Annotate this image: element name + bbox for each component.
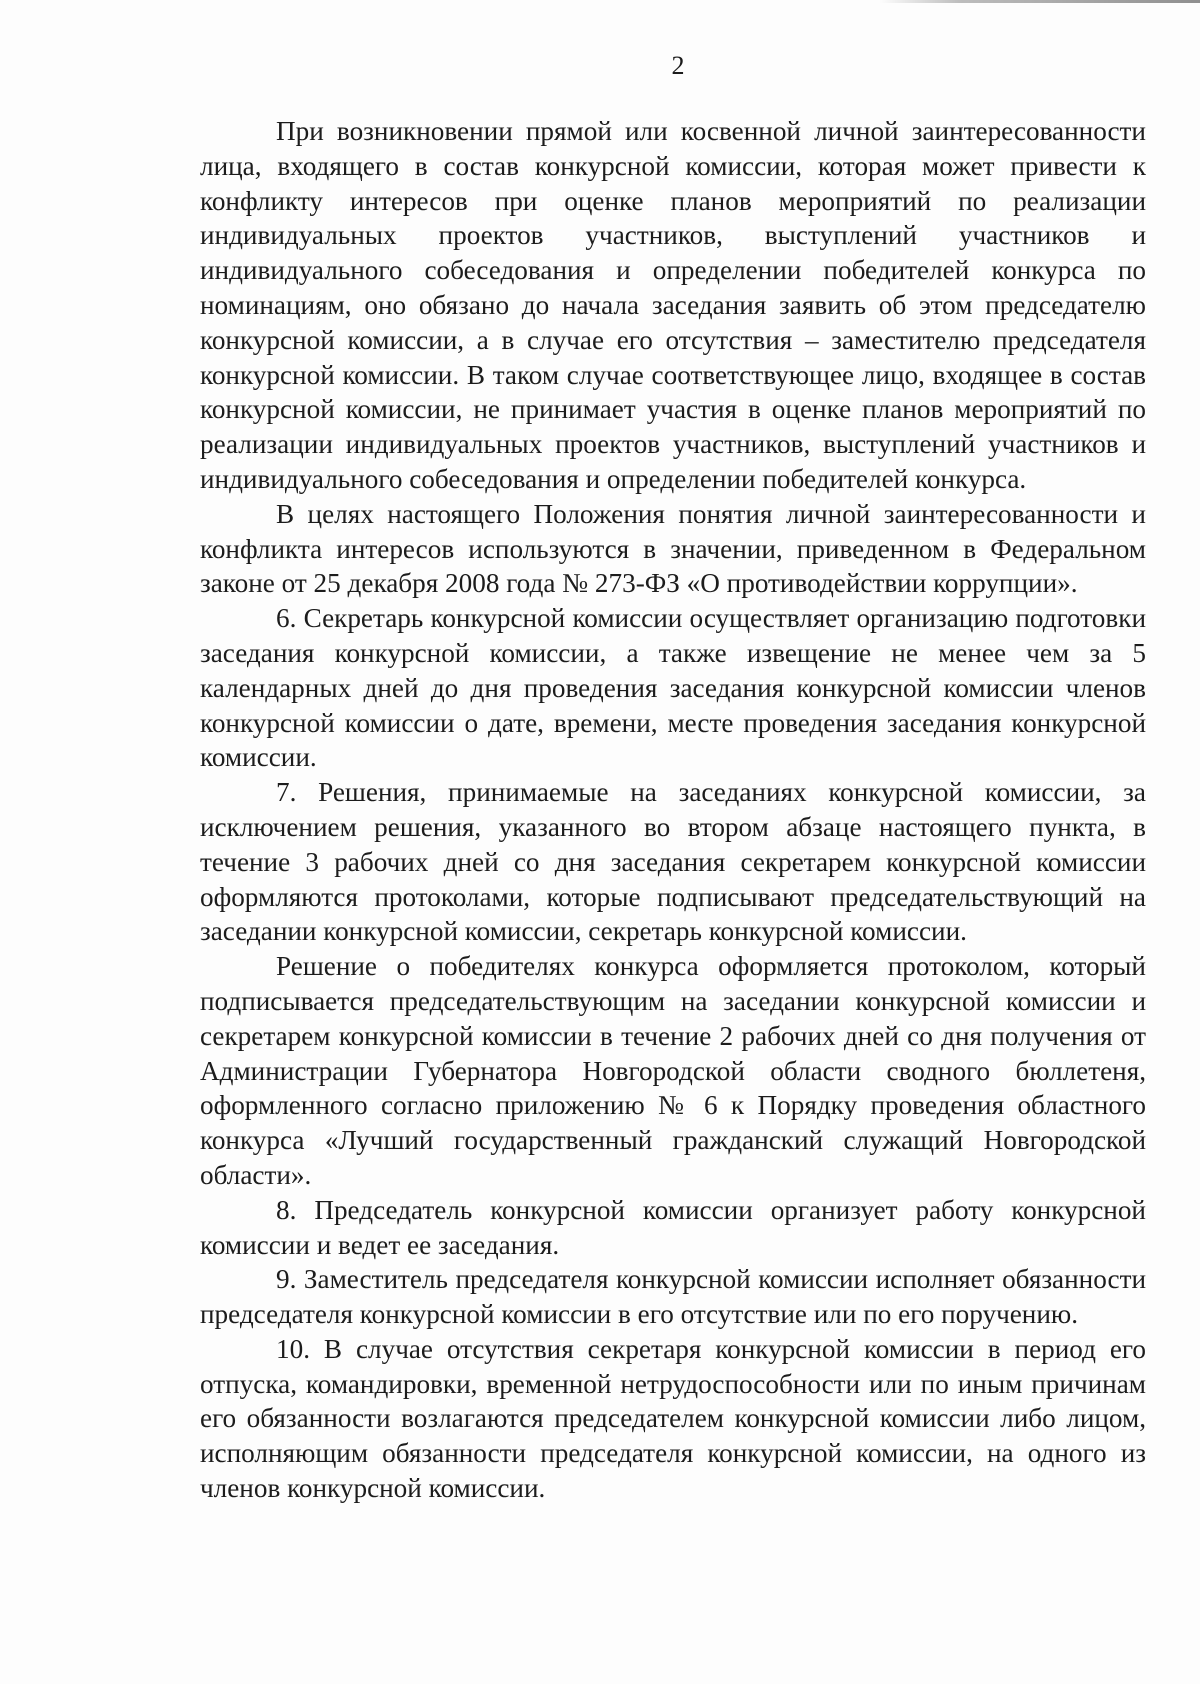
paragraph-definitions: В целях настоящего Положения понятия личной заинтересованности и конфликта интересов используются в значении, приведенном в Федеральном законе от 25 декабря 2008 года № 273-ФЗ «О противодействии коррупции». [200, 498, 1146, 599]
page-number: 2 [671, 51, 685, 80]
paragraph-item-8: 8. Председатель конкурсной комиссии организует работу конкурсной комиссии и ведет ее заседания. [200, 1194, 1146, 1260]
paragraph-item-9: 9. Заместитель председателя конкурсной комиссии исполняет обязанности председателя конкурсной комиссии в его отсутствие или по его поручению. [200, 1264, 1146, 1330]
paragraph-item-7: 7. Решения, принимаемые на заседаниях конкурсной комиссии, за исключением решения, указанного во втором абзаце настоящего пункта, в течение 3 рабочих дней со дня заседания секретарем конкурсной комиссии оформляются протоколами, которые подписывают председательствующий на заседании конкурсной комиссии, секретарь конкурсной комиссии. [200, 777, 1146, 947]
paragraph-winners-decision: Решение о победителях конкурса оформляется протоколом, который подписывается председательствующим на заседании конкурсной комиссии и секретарем конкурсной комиссии в течение 2 рабочих дней со дня получения от Администрации Губернатора Новгородской области сводного бюллетеня, оформленного согласно приложению № 6 к Порядку проведения областного конкурса «Лучший государственный гражданский служащий Новгородской области». [200, 951, 1146, 1190]
paragraph-item-6: 6. Секретарь конкурсной комиссии осуществляет организацию подготовки заседания конкурсной комиссии, а также извещение не менее чем за 5 календарных дней до дня проведения заседания конкурсной комиссии членов конкурсной комиссии о дате, времени, месте проведения заседания конкурсной комиссии. [200, 603, 1146, 773]
paragraph-item-10: 10. В случае отсутствия секретаря конкурсной комиссии в период его отпуска, командировки, временной нетрудоспособности или по иным причинам его обязанности возлагаются председателем конкурсной комиссии либо лицом, исполняющим обязанности председателя конкурсной комиссии, на одного из членов конкурсной комиссии. [200, 1333, 1146, 1504]
scan-edge-line [880, 0, 1200, 3]
paragraph-conflict-of-interest: При возникновении прямой или косвенной личной заинтересованности лица, входящего в состав конкурсной комиссии, которая может привести к конфликту интересов при оценке планов мероприятий по реализации индивидуальных проектов участников, выступлений участников и индивидуального собеседования и определении победителей конкурса по номинациям, оно обязано до начала заседания заявить об этом председателю конкурсной комиссии, а в случае его отсутствия – заместителю председателя конкурсной комиссии. В таком случае соответствующее лицо, входящее в состав конкурсной комиссии, не принимает участия в оценке планов мероприятий по реализации индивидуальных проектов участников, выступлений участников и индивидуального собеседования и определении победителей конкурса. [200, 116, 1146, 494]
document-body [200, 114, 1146, 1506]
